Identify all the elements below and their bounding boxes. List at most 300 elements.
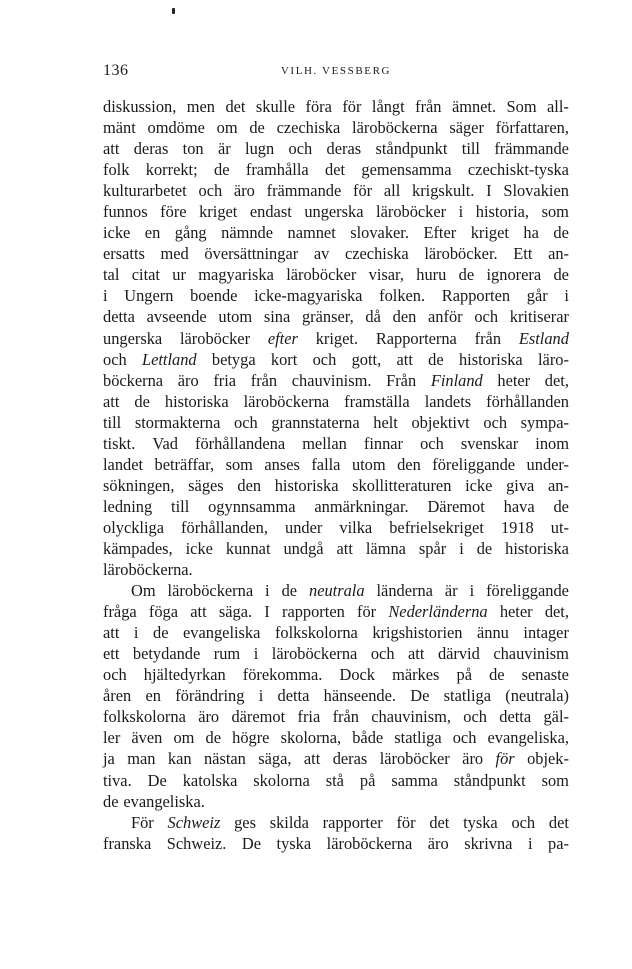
word: det [225,97,246,116]
word: kriget [199,202,238,222]
word: för [353,181,373,201]
word: grannstaterna [271,412,360,432]
text-line [103,117,569,138]
word: de [103,791,119,811]
word: historiska [164,391,229,411]
word: hava [503,496,535,516]
word: tiskt. [103,433,136,453]
word: chauvinism. [291,370,372,390]
word: är [217,139,231,159]
word: och [370,644,395,664]
word: 1918 [500,517,534,537]
text-line [103,370,569,391]
text-line [103,349,569,370]
text-line [103,306,569,327]
word: an- [548,475,569,495]
word: all [383,181,401,201]
word: anför [428,307,463,327]
word: rapporten [281,602,345,622]
word: och [463,707,487,727]
word: läroböckerna [352,118,438,138]
word: det [429,812,450,832]
word: översättningar [204,244,299,264]
word: korrekt; [145,160,198,180]
word: och [420,433,444,453]
word: och [103,665,127,685]
word: i [265,581,270,601]
word: finnar [363,433,404,453]
word: och [103,349,127,369]
word: inom [535,433,569,453]
word: därvid [437,644,480,664]
word: till [103,412,122,432]
word: ogynnsamma [208,496,296,516]
word: falla [311,454,341,474]
word: skilda [269,812,309,832]
word: åren [103,686,132,706]
word: kulturarbetet [103,181,187,201]
word: kritiserar [509,307,569,327]
word: intager [523,623,569,643]
word: Nederländerna [388,602,488,622]
word: de [249,118,265,138]
word: ersatts [103,244,145,264]
word: till [461,139,480,159]
word: läroböcker [179,328,251,348]
word: i [469,581,475,601]
word: för [495,749,515,769]
word: i [133,623,139,643]
text-line [103,643,569,664]
word: författaren, [495,118,569,138]
page-header [103,62,569,82]
text-line [103,791,569,812]
word: nästan [203,749,246,769]
word: deras [326,139,362,159]
word: detta [499,707,532,727]
word: de [428,349,444,369]
word: äro [198,707,220,727]
word: läroböckerna. [103,560,193,580]
word: historia, [475,202,530,222]
word: krigshistorien [372,623,463,643]
word: och [312,349,337,369]
word: och [511,812,536,832]
word: evangeliska, [487,728,569,748]
word: länderna [376,581,433,601]
word: icke-magyariska [254,286,363,306]
word: till [171,496,190,516]
text-line [103,475,569,496]
word: sina [263,307,291,327]
word: läroböckerna [167,581,254,601]
word: funnos [103,202,148,222]
word: läroböcker. [424,244,498,264]
word: att [103,391,120,411]
word: i [103,286,108,306]
word: i [253,644,259,664]
text-line [103,812,569,833]
word: för [342,97,362,116]
word: Rapporterna [375,328,457,348]
word: under [285,517,323,537]
body-text [103,96,569,854]
word: och [198,181,223,201]
word: tal [103,265,120,285]
word: ignorera [486,265,542,285]
word: (neutrala) [505,686,569,706]
word: förhållanden [486,391,569,411]
text-line [103,538,569,559]
word: deras [332,749,368,769]
word: förhållandena [195,433,286,453]
word: franska [103,833,152,853]
word: att [408,644,425,664]
word: stå [325,770,344,790]
word: chauvinism [493,644,569,664]
word: utom [351,454,386,474]
word: anses [264,454,300,474]
word: boende [190,286,238,306]
word: främmande [266,181,342,201]
word: czechiska [344,244,409,264]
word: äro [427,833,449,853]
word: ja [103,749,115,769]
word: czechiskt-tyska [467,160,569,180]
word: framställa [344,391,410,411]
text-line [103,328,569,349]
word: av [313,244,330,264]
word: ännu [477,623,509,643]
word: tyska [276,833,312,853]
word: tiva. [103,770,132,790]
word: betyga [211,349,256,369]
word: att [303,749,321,769]
word: de [476,538,493,558]
word: diskussion, [103,97,177,116]
word: före [160,202,187,222]
text-line [103,264,569,285]
word: Schweiz. [166,833,227,853]
word: lämna [365,538,406,558]
word: Lettland [141,349,197,369]
word: både [352,728,384,748]
word: utom [218,307,253,327]
word: en [144,223,161,243]
word: För [131,812,154,832]
word: från [332,707,359,727]
word: hänseende. [323,686,396,706]
word: ståndpunkt [375,139,448,159]
text-line [103,706,569,727]
word: betydande [132,644,201,664]
word: helt [373,412,398,432]
page-number: 136 [103,62,129,79]
text-line [103,833,569,854]
word: på [359,770,376,790]
word: katolska [182,770,238,790]
word: i [527,833,533,853]
text-line [103,285,569,306]
word: Vad [152,433,178,453]
word: magyariska [198,265,274,285]
word: fria [213,370,237,390]
word: ungerska [103,328,163,348]
word: och [483,412,508,432]
text-line [103,243,569,264]
word: en [145,686,161,706]
word: ges [234,812,256,832]
word: huru [416,265,447,285]
word: med [160,244,189,264]
word: detta [103,307,135,327]
word: Estland [518,328,569,348]
word: däremot [231,707,286,727]
word: de [553,496,569,516]
word: att [336,538,353,558]
word: pa- [548,833,569,853]
word: att [103,623,120,643]
word: kort [270,349,298,369]
word: ut- [550,517,569,537]
word: det [548,812,569,832]
text-line [103,496,569,517]
word: visar, [368,265,404,285]
word: tyska [463,812,498,832]
word: kämpades, [103,538,173,558]
word: de [214,160,230,180]
word: från [250,370,278,390]
text-line [103,391,569,412]
word: citat [131,265,160,285]
word: endast [249,202,292,222]
text-line [103,201,569,222]
text-line [103,622,569,643]
word: czechiska [276,118,341,138]
word: historiska [458,349,523,369]
word: gemensamma [361,160,452,180]
word: olyckliga [103,517,164,537]
word: går [526,286,548,306]
word: föreliggande [432,454,516,474]
word: landets [424,391,472,411]
word: läro- [538,349,569,369]
word: det, [544,602,569,622]
word: Om [131,581,156,601]
word: folkskolorna [274,623,358,643]
text-line [103,748,569,769]
word: Rapporten [441,286,511,306]
word: chauvinism, [371,707,451,727]
word: för [357,602,377,622]
word: ett [103,644,120,664]
text-line [103,96,569,117]
word: evangeliska [183,623,261,643]
word: kunnat [225,538,271,558]
word: objek- [527,749,569,769]
word: mellan [302,433,347,453]
text-line [103,222,569,243]
word: förändring [175,686,245,706]
word: den [237,475,262,495]
word: äro [233,181,255,201]
word: de [553,265,569,285]
word: långt [371,97,405,116]
word: läroböckerna [326,833,413,853]
word: gott, [351,349,382,369]
word: skolorna [253,770,310,790]
word: historiska [505,538,569,558]
word: ha [523,223,539,243]
word: namnet [287,223,336,243]
word: förhållanden, [181,517,268,537]
word: men [186,97,215,116]
word: även [131,728,163,748]
word: folken. [379,286,426,306]
word: läroböckerna [243,391,330,411]
word: anmärkningar. [314,496,409,516]
word: är [444,581,458,601]
word: all- [547,97,569,116]
word: de [458,265,475,285]
text-line [103,727,569,748]
word: på [456,665,472,685]
word: äro [462,749,484,769]
word: De [241,833,262,853]
word: läroböckerna [271,644,358,664]
word: kan [167,749,192,769]
word: och [288,139,313,159]
word: ton [182,139,204,159]
word: detta [277,686,310,706]
word: icke [465,475,493,495]
text-line [103,601,569,622]
word: kriget. [315,328,359,348]
word: heter [499,602,533,622]
word: läroböcker [286,265,357,285]
word: som [225,454,253,474]
word: lugn [245,139,275,159]
word: I [486,181,492,201]
word: högre [232,728,270,748]
word: säger [449,118,484,138]
word: i [458,202,464,222]
word: befrielsekriget [389,517,484,537]
word: gång [174,223,207,243]
word: äro [177,370,199,390]
word: Efter [423,223,457,243]
word: De [147,770,167,790]
word: hjältedyrkan [143,665,226,685]
word: och [234,412,258,432]
word: skollitteraturen [352,475,452,495]
word: skulle [255,97,296,116]
running-head: VILH. VESSBERG [280,65,392,77]
word: från [474,328,502,348]
word: gäl- [543,707,569,727]
word: statliga [394,728,442,748]
ink-speck [172,8,175,14]
word: och [474,307,499,327]
word: förekomma. [242,665,323,685]
word: under- [526,454,569,474]
word: om [216,118,238,138]
word: de [134,391,150,411]
word: från [415,97,442,116]
word: föreliggande [486,581,569,601]
word: läroböcker [379,749,450,769]
word: ungerska [304,202,364,222]
word: I [264,602,270,622]
text-line [103,180,569,201]
word: nämnde [221,223,274,243]
word: som [541,770,569,790]
word: ledning [103,496,153,516]
word: historiska [274,475,339,495]
word: undgå [283,538,324,558]
word: ler [103,728,121,748]
word: att [190,602,207,622]
word: Schweiz [167,812,221,832]
text-line [103,580,569,601]
word: märkes [392,665,440,685]
word: Finland [430,370,483,390]
word: sökningen, [103,475,175,495]
word: böckerna [103,370,164,390]
word: senaste [521,665,569,685]
word: för [396,812,416,832]
word: fria [297,707,321,727]
word: och [452,728,477,748]
word: föga [148,602,179,622]
word: i [459,538,464,558]
word: mänt [103,118,136,138]
word: heter [497,370,531,390]
word: de [281,581,298,601]
word: i [258,686,264,706]
word: samma [391,770,438,790]
word: de [489,665,505,685]
word: deras [133,139,169,159]
word: säga. [218,602,253,622]
word: folkskolorna [103,707,186,727]
word: den [397,454,421,474]
word: säga, [258,749,292,769]
text-line [103,159,569,180]
word: kriget [470,223,509,243]
word: säges [188,475,224,495]
word: icke [185,538,213,558]
word: Som [506,97,537,116]
word: framhålla [245,160,309,180]
word: man [127,749,156,769]
word: neutrala [309,581,365,601]
word: omdöme [147,118,205,138]
word: ur [172,265,186,285]
word: Slovakien [503,181,569,201]
text-line [103,138,569,159]
word: gränser, [301,307,354,327]
word: främmande [494,139,569,159]
word: statliga [443,686,491,706]
word: svenskar [460,433,519,453]
word: det, [544,370,569,390]
word: an- [548,244,569,264]
word: Dock [339,665,375,685]
text-line [103,412,569,433]
word: Från [386,370,417,390]
word: vilka [339,517,373,537]
